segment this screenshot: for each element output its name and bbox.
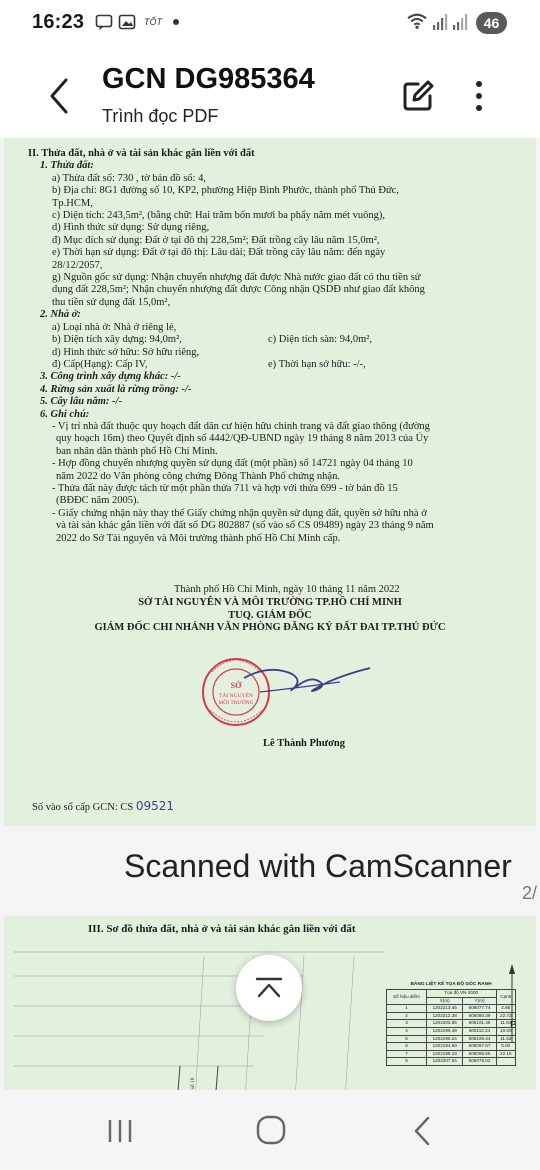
text-line: dụng đất 228,5m²; Nhận chuyển nhượng đất được Công nhận QSDĐ như giao đất không [52,284,425,296]
home-button[interactable] [250,1114,290,1148]
back-icon [402,1114,442,1148]
house-row [28,347,528,359]
coordinate-table [386,982,516,1066]
pdf-viewer[interactable] [0,138,540,1090]
table-cell: 1202212.38 [426,1012,463,1020]
table-cell [496,1058,515,1066]
table-header-cell: Y(m) [463,997,496,1005]
note-line: (BĐĐC năm 2005). [56,495,140,507]
back-button[interactable] [42,76,76,116]
app-bar [0,48,540,138]
scroll-to-top-button[interactable] [236,955,302,1021]
signal-icon [432,13,470,31]
text-line: c) Diện tích: 243,5m², (bằng chữ: Hai trăm bốn mươi ba phẩy năm mét vuông), [52,210,385,222]
pdf-page-1 [4,138,536,826]
table-cell: 606079.02 [463,1058,496,1066]
road-label [189,1077,196,1090]
text-line: đ) Mục đích sử dụng: Đất ở tại đô thị 228,5m²; Đất trồng cây lâu năm 15,0m², [52,234,380,246]
battery-indicator: 46 [476,12,507,34]
table-row [387,1043,516,1051]
subsection-heading: 3. Công trình xây dựng khác: -/- [40,371,181,383]
house-cell: b) Diện tích xây dựng: 94,0m², [52,334,182,346]
diagram-section-heading: III. Sơ đồ thửa đất, nhà ở và tài sản khác gắn liền với đất [88,923,356,935]
table-cell: 6 [387,1043,427,1051]
text-line: a) Loại nhà ở: Nhà ở riêng lẻ, [52,321,177,333]
text-line: b) Địa chỉ: 8G1 đường số 10, KP2, phường Hiệp Bình Phước, thành phố Thủ Đức, [52,185,399,197]
svg-text:TÀI NGUYÊN: TÀI NGUYÊN [219,693,253,699]
more-options-button[interactable] [468,78,490,114]
wifi-icon [405,12,429,30]
table-cell: 1202190.24 [426,1035,463,1043]
notification-dot [173,19,179,25]
table-cell: 2 [387,1012,427,1020]
text-line: thu tiền sử dụng đất 15,0m², [52,296,171,308]
table-cell: 1202199.23 [426,1050,463,1058]
table-cell: 11.64 [496,1020,515,1028]
text-line: a) Thửa đất số: 730 , tờ bản đồ số: 4, [52,172,206,184]
note-line: và tài sản khác gắn liền với đất số DG 802887 (số vào sổ CS 09489) ngày 23 tháng 9 năm [56,520,434,532]
table-cell: 22.72 [496,1012,515,1020]
note-line: ban nhân dân thành phố Hồ Chí Minh. [56,445,218,457]
back-arrow-icon [42,76,76,116]
table-cell: 5 [387,1035,427,1043]
system-nav-bar [0,1090,540,1170]
table-cell: 606097.67 [463,1043,496,1051]
note-line: - Thửa đất này được tách từ một phần thửa 711 và hợp với thửa 699 - tờ bản đồ 15 [52,482,398,494]
svg-text:SỞ: SỞ [230,681,242,690]
table-cell: 606101.46 [463,1020,496,1028]
note-line: quy hoạch 16m) theo Quyết định số 4442/QĐ-UBND ngày 19 tháng 8 năm 2013 của Ủy [56,433,429,445]
house-row [28,359,528,371]
authority-title: TUQ. GIÁM ĐỐC [228,609,312,621]
table-cell: 606108.44 [463,1035,496,1043]
page1-text-block [28,148,528,545]
table-cell: 1202199.49 [426,1027,463,1035]
table-cell: 10.00 [496,1027,515,1035]
table-header-cell: Tọa độ VN-2000 [426,990,496,998]
s-app-icon [124,13,125,31]
subsection-heading: 1. Thửa đất: [40,160,94,172]
house-cell: c) Diện tích sàn: 94,0m², [268,334,373,346]
signature-block [4,584,536,635]
table-cell: 606099.55 [463,1050,496,1058]
more-vertical-icon [468,78,490,114]
table-cell: 3 [387,1020,427,1028]
svg-text:MÔI TRƯỜNG: MÔI TRƯỜNG [218,700,254,706]
table-row [387,1027,516,1035]
registration-number [32,799,174,813]
issue-date: Thành phố Hồ Chí Minh, ngày 10 tháng 11 năm 2022 [174,584,400,595]
table-cell: 22.15 [496,1050,515,1058]
note-line: - Hợp đồng chuyển nhượng quyền sử dụng đất (một phần) số 14721 ngày 04 tháng 10 [52,458,413,470]
authority-title: GIÁM ĐỐC CHI NHÁNH VĂN PHÒNG ĐĂNG KÝ ĐẤT ĐAI TP.THỦ ĐỨC [94,622,446,634]
table-cell: 606077.74 [463,1005,496,1013]
scanner-watermark: Scanned with CamScanner [124,848,512,884]
table-row [387,1035,516,1043]
table-row [387,1050,516,1058]
subsection-heading: 6. Ghi chú: [40,408,90,420]
table-cell: 606080.39 [463,1012,496,1020]
house-cell: đ) Cấp(Hạng): Cấp IV, [52,358,148,370]
table-cell: 5.00 [496,1043,515,1051]
message-icon [95,13,113,31]
carrier-label: TỐT [144,17,162,27]
house-cell [258,347,268,359]
edit-icon [400,78,436,114]
section-heading: II. Thửa đất, nhà ở và tài sản khác gắn liền với đất [28,148,255,159]
status-time: 16:23 [32,11,85,33]
table-cell: 7 [387,1050,427,1058]
table-row [387,1012,516,1020]
table-cell: 1202194.60 [426,1043,463,1051]
table-cell: 1202203.85 [426,1020,463,1028]
table-cell: 1 [387,1005,427,1013]
system-back-button[interactable] [402,1114,442,1148]
signer-name: Lê Thành Phương [263,738,345,749]
house-cell: e) Thời hạn sở hữu: -/-, [268,358,366,370]
north-label: B [510,1020,517,1031]
table-cell: 606112.24 [463,1027,496,1035]
gallery-icon [118,13,136,31]
document-subtitle: Trình đọc PDF [102,106,219,126]
table-cell: 8 [387,1058,427,1066]
text-line: d) Hình thức sử dụng: Sử dụng riêng, [52,222,210,234]
registration-value: 09521 [135,799,175,813]
chevron-up-icon [255,976,283,1000]
table-cell: 4 [387,1027,427,1035]
note-line: - Vị trí nhà đất thuộc quy hoạch đất dân cư hiện hữu chỉnh trang và đất giao thông (đường [52,420,430,432]
text-line: e) Thời hạn sử dụng: Đất ở tại đô thị: Lâu dài; Đất trồng cây lâu năm: đến ngày [52,247,386,259]
coordinate-table-caption: BẢNG LIỆT KÊ TỌA ĐỘ GÓC RANH [410,982,492,987]
recent-apps-button[interactable] [100,1114,140,1148]
recent-apps-icon [100,1114,140,1148]
table-row [387,1020,516,1028]
page-indicator: 2/ [522,883,538,903]
table-header-row [387,990,516,998]
home-icon [250,1114,290,1148]
note-line: - Giấy chứng nhận này thay thế Giấy chứng nhận quyền sử dụng đất, quyền sở hữu nhà ở [52,507,427,519]
document-title: GCN DG985364 [102,63,315,95]
coordinate-grid [386,989,516,1066]
subsection-heading: 4. Rừng sản xuất là rừng trồng: -/- [40,383,192,395]
table-row [387,1058,516,1066]
note-line: 2022 do Sở Tài nguyên và Môi trường thành phố Hồ Chí Minh cấp. [56,532,341,544]
text-line: 28/12/2057, [52,259,103,271]
table-header-cell: Số hiệu điểm [387,990,427,1005]
table-row [387,1005,516,1013]
subsection-heading: 2. Nhà ở: [40,309,81,321]
issuing-authority: SỞ TÀI NGUYÊN VÀ MÔI TRƯỜNG TP.HỒ CHÍ MINH [138,596,402,608]
table-cell: 11.63 [496,1035,515,1043]
subsection-heading: 5. Cây lâu năm: -/- [40,396,122,408]
house-cell: d) Hình thức sở hữu: Sở hữu riêng, [52,346,200,358]
table-cell: 2.86 [496,1005,515,1013]
edit-button[interactable] [400,78,436,114]
table-header-cell: X(m) [426,997,463,1005]
table-cell: 1202213.45 [426,1005,463,1013]
text-line: g) Nguồn gốc sử dụng: Nhận chuyển nhượng đất được Nhà nước giao đất có thu tiền sử [52,272,421,284]
status-bar [0,0,540,48]
text-line: Tp.HCM, [52,197,93,209]
official-stamp-and-signature [200,648,380,738]
house-row [28,334,528,346]
table-cell: 1202207.54 [426,1058,463,1066]
note-line: năm 2022 do Văn phòng công chứng Đông Thành Phố chứng nhận. [56,470,340,482]
registration-label: Số vào sổ cấp GCN: CS [32,802,134,813]
table-header-cell: Cạnh [496,990,515,1005]
